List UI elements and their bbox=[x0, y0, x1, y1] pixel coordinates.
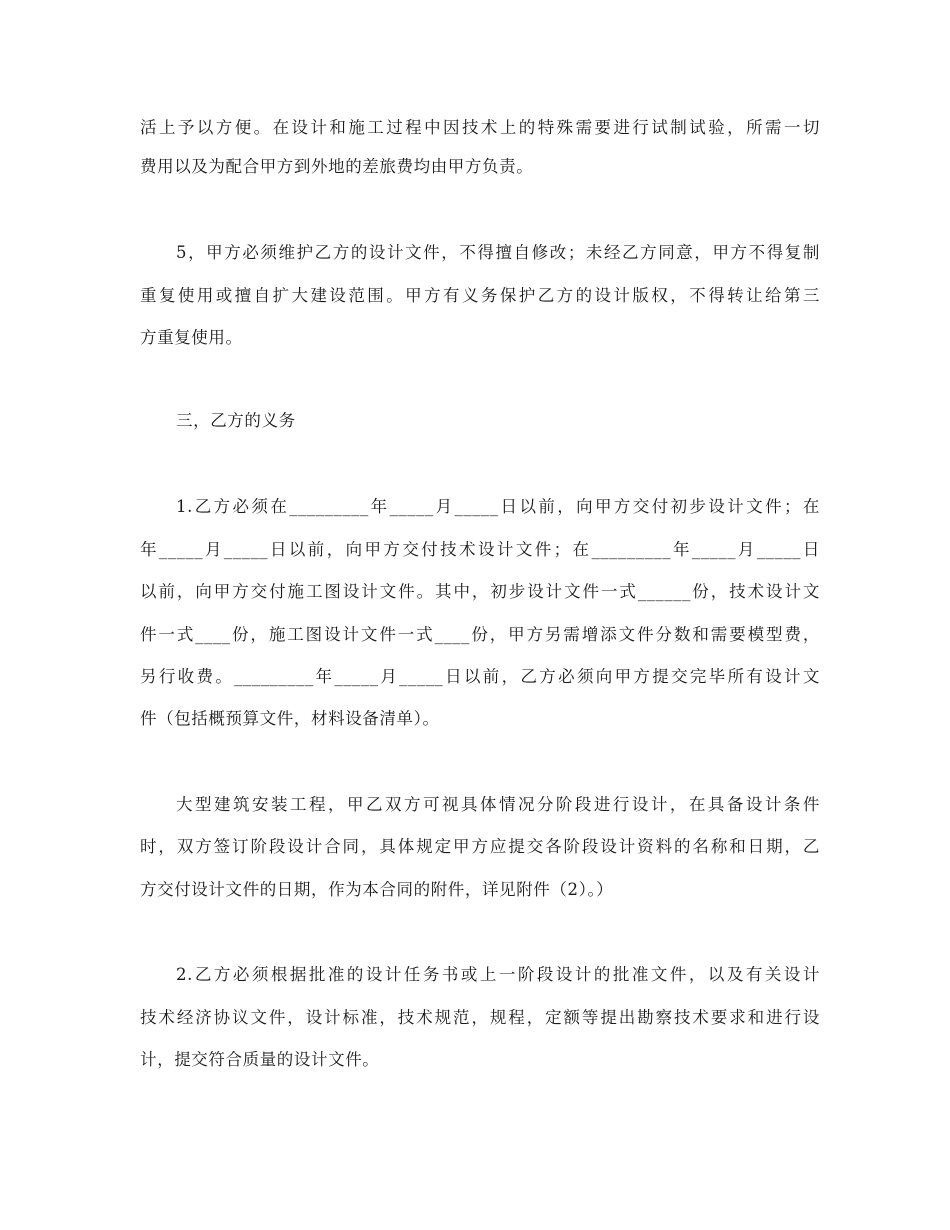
text-line: 活上予以方便。在设计和施工过程中因技术上的特殊需要进行试制试验，所需一切 bbox=[140, 118, 820, 137]
text-line: 1.乙方必须在_________年_____月_____日以前，向甲方交付初步设计文件；在 bbox=[176, 497, 820, 516]
text-line: 件一式____份，施工图设计文件一式____份，甲方另需增添文件分数和需要模型费， bbox=[140, 625, 820, 644]
text-line: 5，甲方必须维护乙方的设计文件，不得擅自修改；未经乙方同意，甲方不得复制 bbox=[176, 243, 820, 262]
text-line: 方重复使用。 bbox=[140, 328, 243, 347]
text-line: 方交付设计文件的日期，作为本合同的附件，详见附件（2）。） bbox=[140, 880, 614, 899]
text-line: 技术经济协议文件，设计标准，技术规范，规程，定额等提出勘察技术要求和进行设 bbox=[140, 1008, 820, 1027]
section-heading: 三，乙方的义务 bbox=[176, 411, 296, 430]
text-line: 费用以及为配合甲方到外地的差旅费均由甲方负责。 bbox=[140, 157, 534, 176]
text-line: 时，双方签订阶段设计合同，具体规定甲方应提交各阶段设计资料的名称和日期，乙 bbox=[140, 837, 820, 856]
text-line: 以前，向甲方交付施工图设计文件。其中，初步设计文件一式______份，技术设计文 bbox=[140, 582, 820, 601]
text-line: 计，提交符合质量的设计文件。 bbox=[140, 1050, 380, 1069]
text-line: 件（包括概预算文件，材料设备清单）。 bbox=[140, 709, 440, 728]
text-line: 另行收费。_________年_____月_____日以前，乙方必须向甲方提交完毕所有设计文 bbox=[140, 667, 820, 686]
text-line: 2.乙方必须根据批准的设计任务书或上一阶段设计的批准文件，以及有关设计 bbox=[176, 965, 820, 984]
text-line: 重复使用或擅自扩大建设范围。甲方有义务保护乙方的设计版权，不得转让给第三 bbox=[140, 286, 820, 305]
text-line: 年_____月_____日以前，向甲方交付技术设计文件；在_________年_____月_____日 bbox=[140, 540, 820, 559]
text-line: 大型建筑安装工程，甲乙双方可视具体情况分阶段进行设计，在具备设计条件 bbox=[176, 795, 820, 814]
